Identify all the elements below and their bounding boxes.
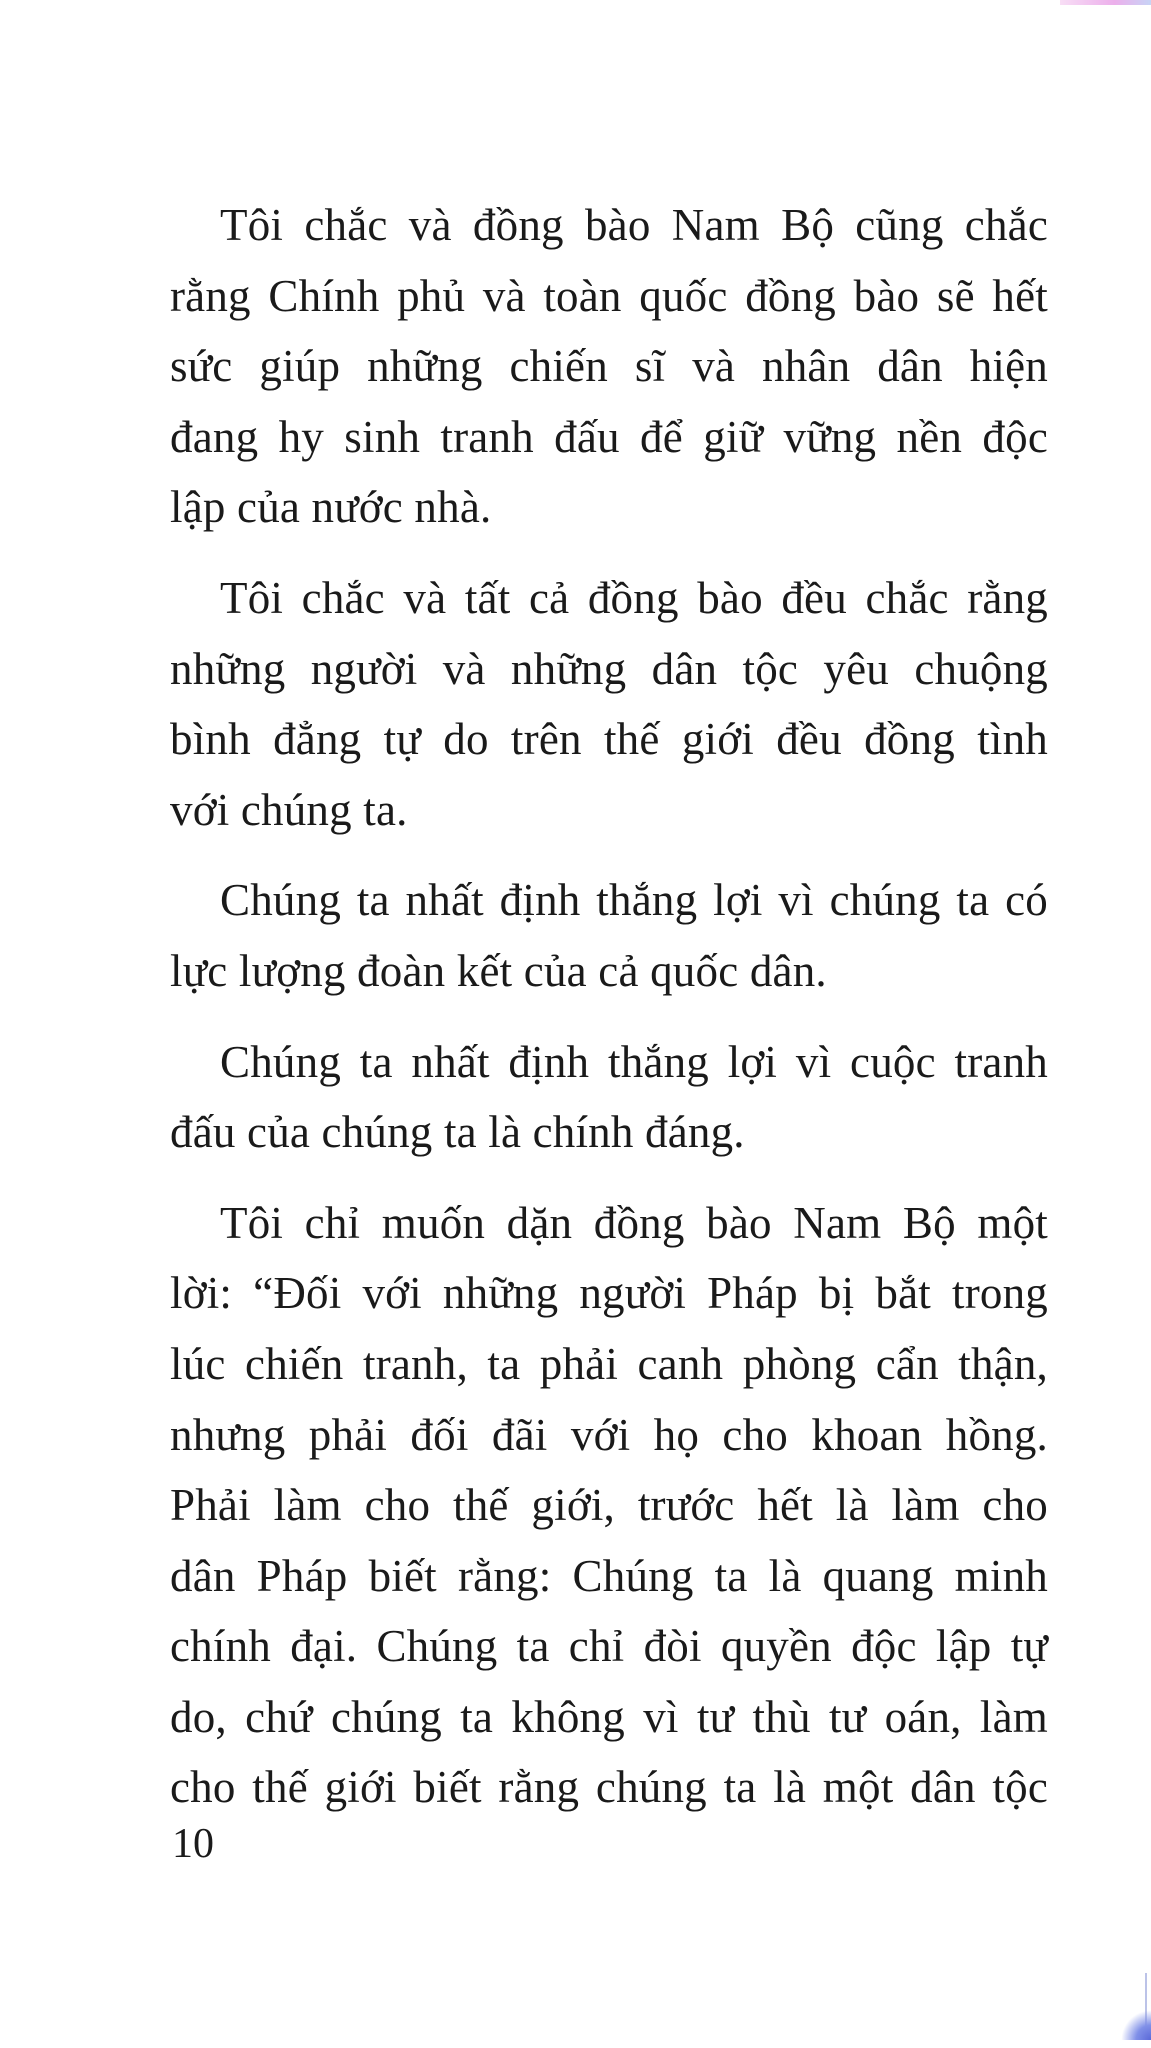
text-line: do, chứ chúng ta không vì tư thù tư oán, làm: [170, 1691, 1048, 1742]
text-line: cho thế giới biết rằng chúng ta là một dân tộc: [170, 1762, 1048, 1813]
text-line: chính đại. Chúng ta chỉ đòi quyền độc lập tự: [170, 1621, 1048, 1672]
text-line: những người và những dân tộc yêu chuộng: [170, 643, 1048, 694]
scan-corner-artifact: [1121, 2010, 1151, 2040]
text-line: nhưng phải đối đãi với họ cho khoan hồng.: [170, 1409, 1048, 1460]
page-number: 10: [172, 1821, 214, 1867]
paragraph-4: [170, 1027, 1048, 1168]
text-line: đang hy sinh tranh đấu để giữ vững nền độc: [170, 411, 1048, 462]
text-line: Tôi chắc và đồng bào Nam Bộ cũng chắc: [220, 200, 1048, 250]
text-line: Chúng ta nhất định thắng lợi vì cuộc tranh: [220, 1036, 1048, 1087]
page-body: [170, 190, 1048, 1843]
text-line: bình đẳng tự do trên thế giới đều đồng tình: [170, 714, 1048, 765]
text-line: lời: “Đối với những người Pháp bị bắt trong: [170, 1268, 1048, 1319]
text-line: rằng Chính phủ và toàn quốc đồng bào sẽ hết: [170, 270, 1048, 321]
paragraph-2: [170, 563, 1048, 845]
text-line: sức giúp những chiến sĩ và nhân dân hiện: [170, 341, 1048, 392]
text-line: lúc chiến tranh, ta phải canh phòng cẩn thận,: [170, 1338, 1048, 1389]
text-line: với chúng ta.: [170, 784, 408, 835]
text-line: dân Pháp biết rằng: Chúng ta là quang minh: [170, 1550, 1048, 1601]
text-line: Tôi chắc và tất cả đồng bào đều chắc rằng: [220, 572, 1048, 623]
paragraph-5: [170, 1188, 1048, 1823]
paragraph-3: [170, 865, 1048, 1006]
text-line: Tôi chỉ muốn dặn đồng bào Nam Bộ một: [220, 1197, 1048, 1248]
text-line: lập của nước nhà.: [170, 482, 492, 533]
text-line: lực lượng đoàn kết của cả quốc dân.: [170, 945, 827, 996]
text-line: đấu của chúng ta là chính đáng.: [170, 1107, 745, 1158]
text-line: Chúng ta nhất định thắng lợi vì chúng ta có: [220, 875, 1048, 926]
text-line: Phải làm cho thế giới, trước hết là làm cho: [170, 1480, 1048, 1531]
paragraph-1: [170, 190, 1048, 543]
scan-edge-artifact: [1060, 0, 1151, 5]
